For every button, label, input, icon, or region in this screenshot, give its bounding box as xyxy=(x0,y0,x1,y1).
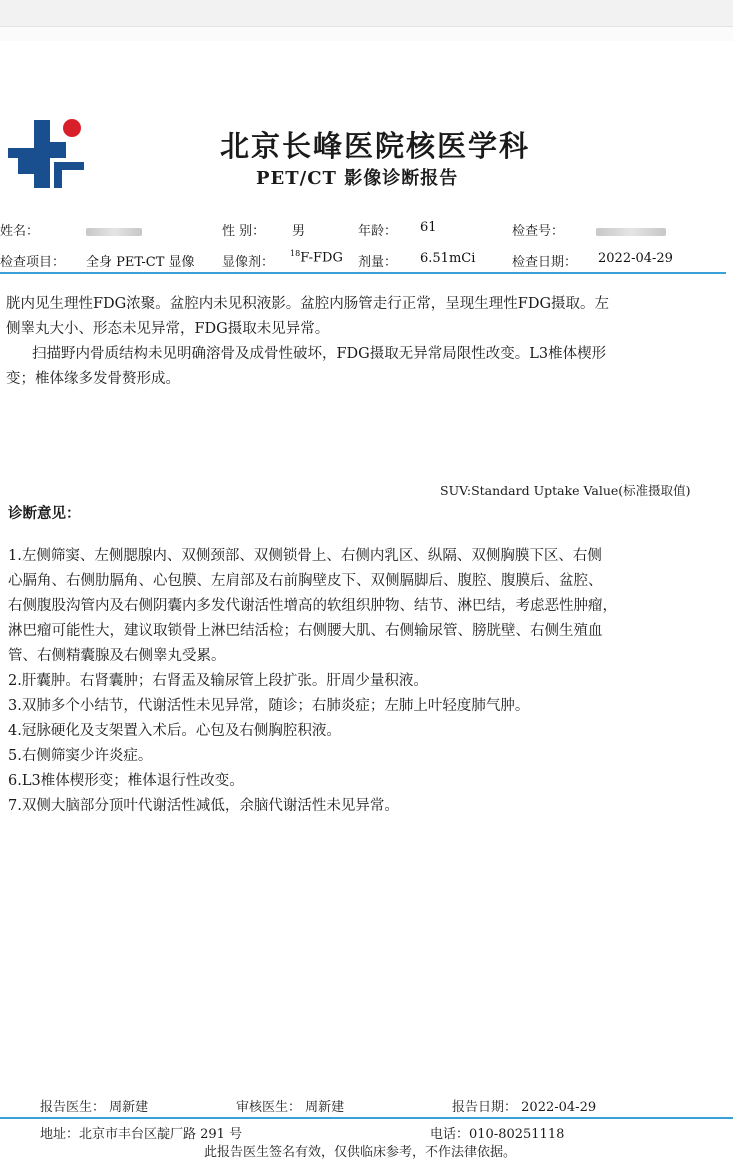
footer-divider xyxy=(0,1117,733,1119)
findings-line: 侧睾丸大小、形态未见异常，FDG摄取未见异常。 xyxy=(6,321,330,337)
page-top-edge xyxy=(0,26,733,41)
findings-line: 变；椎体缘多发骨赘形成。 xyxy=(6,371,180,387)
diagnosis-line: 7.双侧大脑部分顶叶代谢活性减低，余脑代谢活性未见异常。 xyxy=(8,798,399,814)
diagnosis-line: 淋巴瘤可能性大，建议取锁骨上淋巴结活检；右侧腰大肌、右侧输尿管、膀胱壁、右侧生殖血 xyxy=(8,623,603,639)
age-value: 61 xyxy=(420,220,437,235)
exam-item-value: 全身 PET-CT 显像 xyxy=(86,255,195,270)
footer-address: 地址：北京市丰台区靛厂路 291 号 xyxy=(40,1127,243,1142)
dose-value: 6.51mCi xyxy=(420,251,476,266)
review-doctor-name: 周新建 xyxy=(305,1100,345,1115)
report-date-label: 报告日期： xyxy=(452,1100,518,1115)
dose-label: 剂量： xyxy=(358,255,398,270)
sex-label: 性 别： xyxy=(222,224,266,239)
agent-superscript: 18 xyxy=(290,249,301,258)
footer-disclaimer: 此报告医生签名有效，仅供临床参考，不作法律依据。 xyxy=(204,1145,517,1160)
report-title: PET/CT 影像诊断报告 xyxy=(256,168,459,189)
report-date-value: 2022-04-29 xyxy=(521,1100,597,1115)
hospital-logo xyxy=(4,112,88,196)
report-date xyxy=(452,1096,596,1115)
diagnosis-line: 6.L3椎体楔形变；椎体退行性改变。 xyxy=(8,773,244,789)
diagnosis-line: 1.左侧筛窦、左侧腮腺内、双侧颈部、双侧锁骨上、右侧内乳区、纵隔、双侧胸膜下区、右侧 xyxy=(8,548,602,564)
hospital-name: 北京长峰医院核医学科 xyxy=(220,129,531,163)
agent-label: 显像剂： xyxy=(222,255,275,270)
name-label: 姓名： xyxy=(0,224,40,239)
findings-line: 胱内见生理性FDG浓聚。盆腔内未见积液影。盆腔内肠管走行正常，呈现生理性FDG摄取。左 xyxy=(6,296,610,312)
findings-section xyxy=(6,292,720,392)
diagnosis-list xyxy=(8,544,720,819)
suv-note: SUV:Standard Uptake Value(标准摄取值) xyxy=(440,483,691,498)
findings-line: 扫描野内骨质结构未见明确溶骨及成骨性破坏，FDG摄取无异常局限性改变。L3椎体楔形 xyxy=(32,346,607,362)
redacted-exam-no xyxy=(596,228,666,236)
report-doctor-label: 报告医生： xyxy=(40,1100,106,1115)
diagnosis-line: 4.冠脉硬化及支架置入术后。心包及右侧胸腔积液。 xyxy=(8,723,341,739)
viewer-top-bar xyxy=(0,0,733,26)
review-doctor xyxy=(236,1096,344,1115)
diagnosis-line: 管、右侧精囊腺及右侧睾丸受累。 xyxy=(8,648,226,664)
footer-phone: 电话：010-80251118 xyxy=(430,1127,565,1142)
header-divider xyxy=(0,272,726,274)
sex-value: 男 xyxy=(292,224,306,239)
agent-name: F-FDG xyxy=(300,250,343,266)
diagnosis-line: 3.双肺多个小结节，代谢活性未见异常，随诊；右肺炎症；左肺上叶轻度肺气肿。 xyxy=(8,698,530,714)
exam-item-label: 检查项目： xyxy=(0,255,66,270)
review-doctor-label: 审核医生： xyxy=(236,1100,302,1115)
diagnosis-line: 5.右侧筛窦少许炎症。 xyxy=(8,748,153,764)
exam-no-label: 检查号： xyxy=(512,224,565,239)
exam-date-label: 检查日期： xyxy=(512,255,578,270)
exam-date-value: 2022-04-29 xyxy=(598,251,673,266)
age-label: 年龄： xyxy=(358,224,398,239)
diagnosis-line: 右侧腹股沟管内及右侧阴囊内多发代谢活性增高的软组织肿物、结节、淋巴结，考虑恶性肿瘤， xyxy=(8,598,617,614)
redacted-name xyxy=(86,228,142,236)
report-doctor-name: 周新建 xyxy=(109,1100,149,1115)
agent-value xyxy=(290,249,343,265)
report-doctor xyxy=(40,1096,148,1115)
diagnosis-line: 心膈角、右侧肋膈角、心包膜、左肩部及右前胸壁皮下、双侧膈脚后、腹腔、腹膜后、盆腔、 xyxy=(8,573,603,589)
diagnosis-heading: 诊断意见： xyxy=(8,505,81,522)
diagnosis-line: 2.肝囊肿。右肾囊肿；右肾盂及输尿管上段扩张。肝周少量积液。 xyxy=(8,673,428,689)
